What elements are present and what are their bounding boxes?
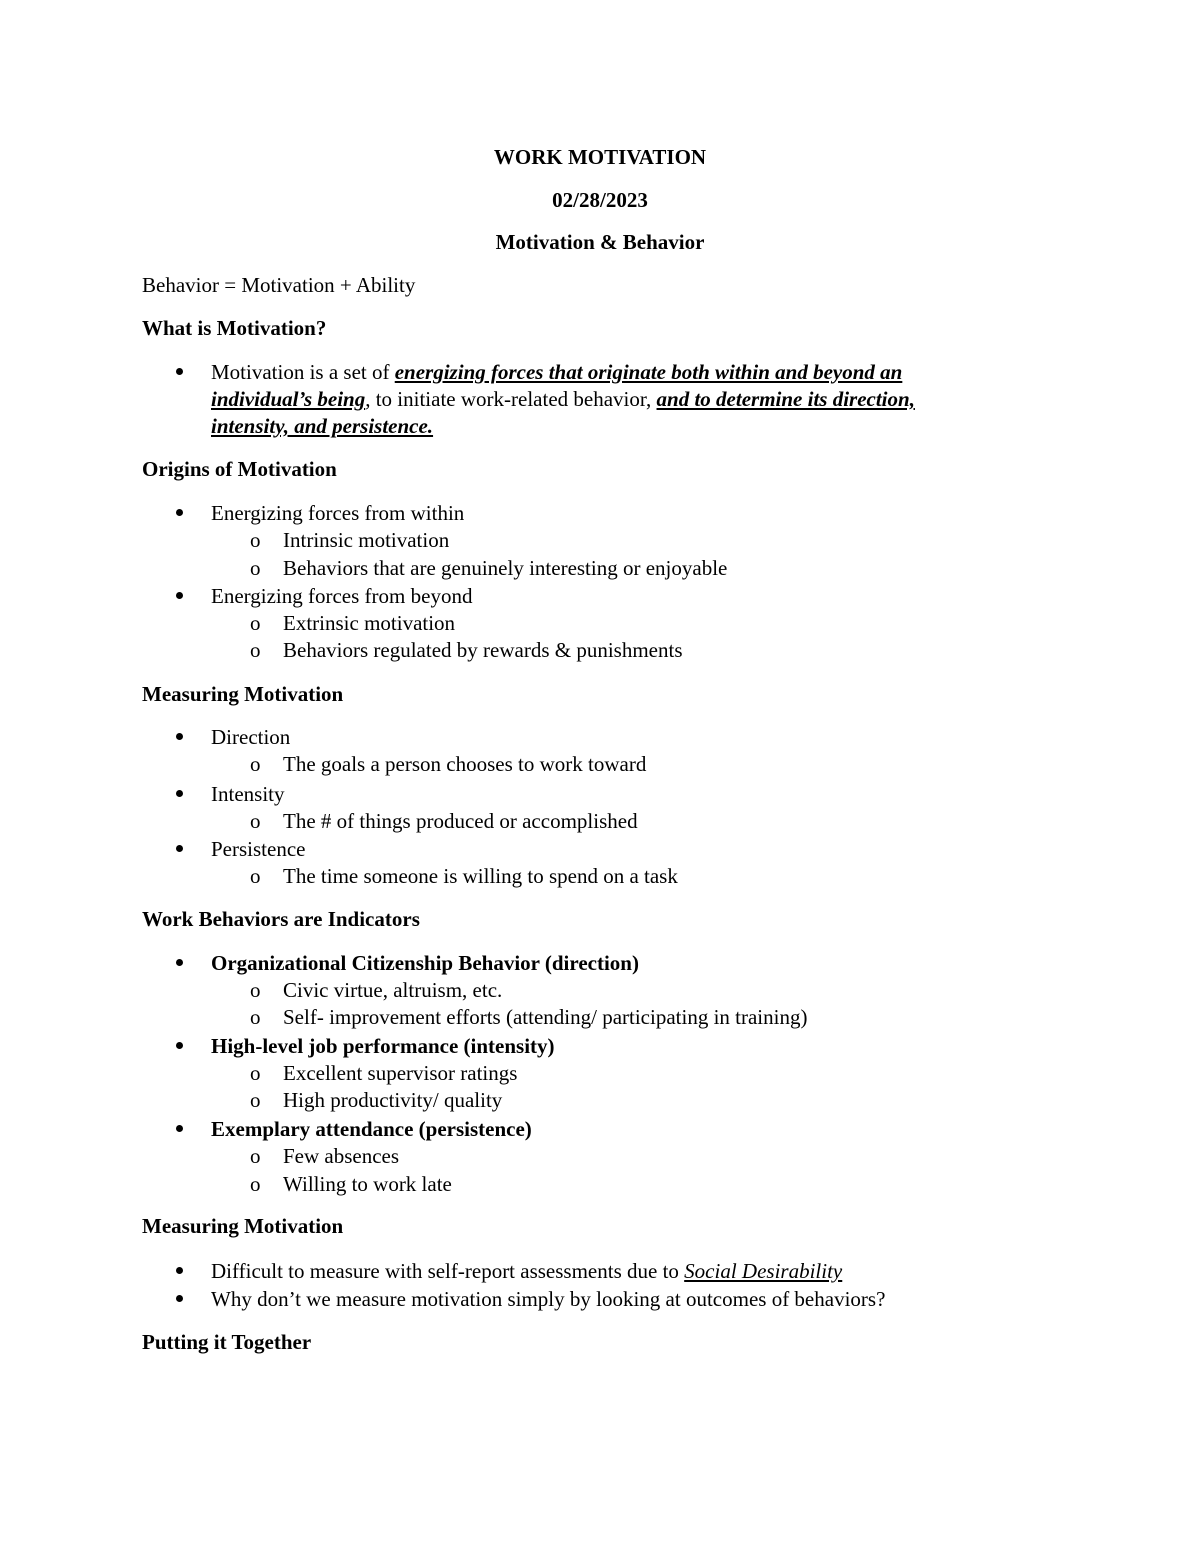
list-item: High-level job performance (intensity) bbox=[211, 1034, 555, 1058]
list-item: Why don’t we measure motivation simply by looking at outcomes of behaviors? bbox=[211, 1287, 886, 1311]
bullet-icon bbox=[176, 368, 183, 375]
sub-bullet-icon: o bbox=[250, 1144, 261, 1168]
list-item: Persistence bbox=[211, 837, 306, 861]
document-title: WORK MOTIVATION bbox=[493, 145, 707, 169]
sub-bullet-icon: o bbox=[250, 864, 261, 888]
section-heading-origins: Origins of Motivation bbox=[142, 457, 337, 481]
definition-emphasis: intensity, and persistence. bbox=[211, 414, 434, 438]
bullet-icon bbox=[176, 1042, 183, 1049]
definition-text: Motivation is a set of bbox=[211, 360, 395, 384]
section-heading-measuring-motivation-2: Measuring Motivation bbox=[142, 1214, 344, 1238]
sub-list-item: Willing to work late bbox=[283, 1172, 452, 1196]
definition-emphasis: and to determine its direction, bbox=[656, 387, 915, 411]
sub-list-item: Excellent supervisor ratings bbox=[283, 1061, 518, 1085]
social-desirability-term: Social Desirability bbox=[684, 1259, 843, 1283]
section-heading-work-behaviors: Work Behaviors are Indicators bbox=[142, 907, 420, 931]
document-date: 02/28/2023 bbox=[552, 188, 648, 212]
sub-list-item: Self- improvement efforts (attending/ participating in training) bbox=[283, 1005, 808, 1029]
sub-list-item: Behaviors regulated by rewards & punishments bbox=[283, 638, 683, 662]
document-subtitle: Motivation & Behavior bbox=[495, 230, 705, 254]
bullet-icon bbox=[176, 1267, 183, 1274]
sub-list-item: Civic virtue, altruism, etc. bbox=[283, 978, 503, 1002]
definition-emphasis: energizing forces that originate both within and beyond an bbox=[394, 360, 903, 384]
sub-list-item: The goals a person chooses to work toward bbox=[283, 752, 647, 776]
bullet-icon bbox=[176, 1295, 183, 1302]
sub-bullet-icon: o bbox=[250, 556, 261, 580]
section-heading-measuring-motivation: Measuring Motivation bbox=[142, 682, 344, 706]
bullet-icon bbox=[176, 733, 183, 740]
sub-list-item: The # of things produced or accomplished bbox=[283, 809, 638, 833]
list-item: Organizational Citizenship Behavior (direction) bbox=[211, 951, 639, 975]
sub-bullet-icon: o bbox=[250, 1088, 261, 1112]
sub-list-item: Behaviors that are genuinely interesting or enjoyable bbox=[283, 556, 728, 580]
list-item: Energizing forces from beyond bbox=[211, 584, 473, 608]
sub-bullet-icon: o bbox=[250, 809, 261, 833]
sub-list-item: High productivity/ quality bbox=[283, 1088, 503, 1112]
bullet-icon bbox=[176, 845, 183, 852]
bullet-icon bbox=[176, 592, 183, 599]
bullet-icon bbox=[176, 790, 183, 797]
list-item: Energizing forces from within bbox=[211, 501, 465, 525]
list-item: Intensity bbox=[211, 782, 285, 806]
sub-list-item: Intrinsic motivation bbox=[283, 528, 450, 552]
sub-bullet-icon: o bbox=[250, 638, 261, 662]
definition-line-3 bbox=[211, 413, 433, 439]
sub-list-item: The time someone is willing to spend on a task bbox=[283, 864, 678, 888]
definition-line-2 bbox=[211, 386, 915, 412]
list-item: Direction bbox=[211, 725, 291, 749]
sub-list-item: Few absences bbox=[283, 1144, 400, 1168]
sub-bullet-icon: o bbox=[250, 1172, 261, 1196]
definition-emphasis: individual’s being bbox=[211, 387, 366, 411]
sub-bullet-icon: o bbox=[250, 611, 261, 635]
bullet-icon bbox=[176, 509, 183, 516]
sub-bullet-icon: o bbox=[250, 528, 261, 552]
sub-bullet-icon: o bbox=[250, 752, 261, 776]
bullet-icon bbox=[176, 959, 183, 966]
definition-line-1 bbox=[211, 359, 902, 385]
sub-list-item: Extrinsic motivation bbox=[283, 611, 456, 635]
list-item bbox=[211, 1258, 842, 1284]
sub-bullet-icon: o bbox=[250, 1061, 261, 1085]
section-heading-what-is-motivation: What is Motivation? bbox=[142, 316, 327, 340]
list-item: Exemplary attendance (persistence) bbox=[211, 1117, 532, 1141]
definition-text: , to initiate work-related behavior, bbox=[365, 387, 657, 411]
list-item-text: Difficult to measure with self-report assessments due to bbox=[211, 1259, 685, 1283]
section-heading-putting-it-together: Putting it Together bbox=[142, 1330, 312, 1354]
bullet-icon bbox=[176, 1125, 183, 1132]
sub-bullet-icon: o bbox=[250, 1005, 261, 1029]
sub-bullet-icon: o bbox=[250, 978, 261, 1002]
formula-line: Behavior = Motivation + Ability bbox=[142, 273, 416, 297]
